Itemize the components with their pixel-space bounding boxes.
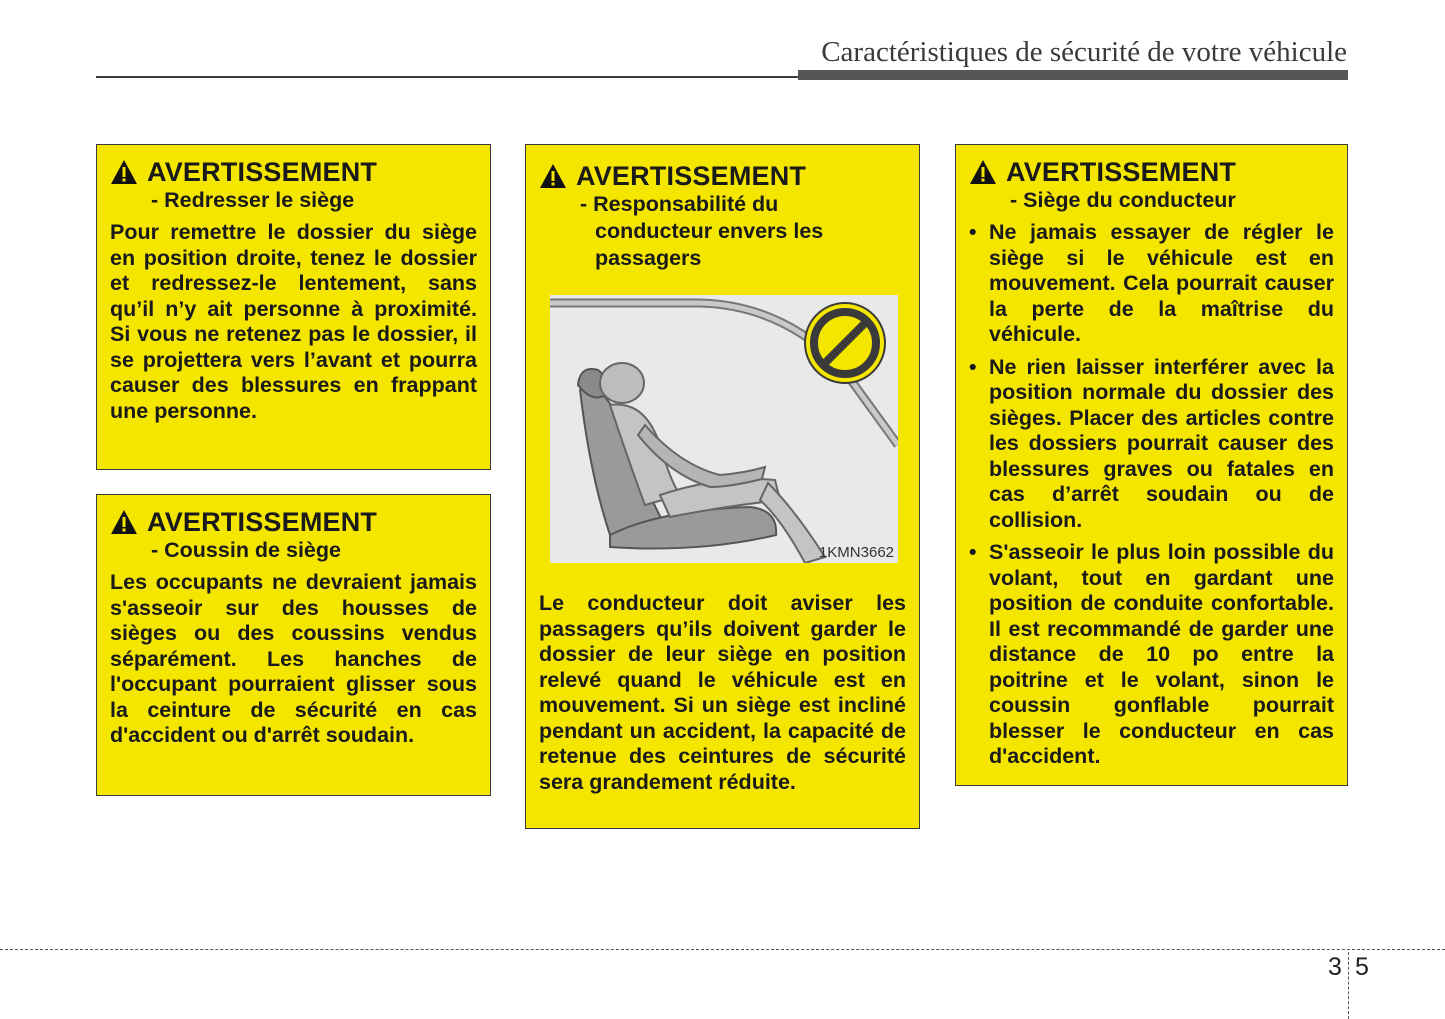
warning-subtitle: - Redresser le siège: [151, 188, 355, 212]
warning-box-cushion: [96, 494, 491, 796]
warning-heading: [539, 161, 906, 191]
footer-divider: [1348, 952, 1349, 1019]
warning-subtitle-line: - Responsabilité du: [580, 192, 779, 216]
warning-body: Pour remettre le dossier du siège en position droite, tenez le dossier et redressez-le lentement, sans qu’il n’y ait personne à proximité. Si vous ne retenez pas le dossier, il se projettera vers l’avant et pourra causer des blessures en frappant une personne.: [110, 220, 477, 423]
list-item-text: Ne rien laisser interférer avec la position normale du dossier des sièges. Placer des articles contre les dossiers pourrait causer des blessures graves ou fatales en cas d’arrêt soudain ou de collision.: [989, 354, 1334, 532]
reclined-seat-illustration: [550, 295, 898, 563]
warning-subtitle: [580, 191, 906, 272]
warning-heading-text: AVERTISSEMENT: [147, 507, 378, 537]
reclined-passenger-drawing: [550, 295, 898, 563]
warning-box-driver-seat: [955, 144, 1348, 786]
warning-heading-text: AVERTISSEMENT: [1006, 157, 1237, 187]
footer-rule: [0, 949, 1445, 950]
warning-subtitle: - Siège du conducteur: [1010, 188, 1236, 212]
warning-triangle-icon: [110, 509, 138, 535]
warning-heading: [110, 157, 477, 187]
warning-subtitle-line: passagers: [595, 246, 702, 270]
list-item: [969, 220, 1334, 348]
bullet-glyph: •: [969, 354, 977, 379]
chapter-number: 3: [1328, 953, 1342, 981]
warning-box-passenger-responsibility: [525, 144, 920, 829]
page-number: 5: [1355, 953, 1369, 981]
warning-triangle-icon: [110, 159, 138, 185]
page-header-title: Caractéristiques de sécurité de votre véhicule: [821, 36, 1347, 68]
warning-heading: [969, 157, 1334, 187]
bullet-glyph: •: [969, 220, 977, 244]
list-item: [969, 355, 1334, 534]
list-item: [969, 540, 1334, 770]
list-item-text: S'asseoir le plus loin possible du volant, tout en gardant une position de conduite confortable. Il est recommandé de garder une distance de 10 po entre la poitrine et le volant, sinon le coussin gonflable pourrait blesser le conducteur en cas d'accident.: [989, 540, 1334, 768]
warning-triangle-icon: [539, 163, 567, 189]
bullet-glyph: •: [969, 540, 977, 564]
warning-subtitle: - Coussin de siège: [151, 538, 341, 562]
warning-triangle-icon: [969, 159, 997, 185]
warning-body: Le conducteur doit aviser les passagers qu’ils doivent garder le dossier de leur siège en position relevé quand le véhicule est en mouvement. Si un siège est incliné pendant un accident, la capacité de retenue des ceintures de sécurité sera grandement réduite.: [539, 591, 906, 794]
warning-subtitle-line: conducteur envers les: [595, 219, 824, 243]
warning-heading: [110, 507, 477, 537]
warning-body: Les occupants ne devraient jamais s'asseoir sur des housses de sièges ou des coussins vendus séparément. Les hanches de l'occupant pourraient glisser sous la ceinture de sécurité en cas d'accident ou d'arrêt soudain.: [110, 570, 477, 747]
warning-heading-text: AVERTISSEMENT: [576, 161, 807, 191]
header-rule-accent: [798, 70, 1348, 80]
warning-box-recline: [96, 144, 491, 470]
warning-heading-text: AVERTISSEMENT: [147, 157, 378, 187]
warning-bullet-list: [969, 220, 1334, 770]
list-item-text: Ne jamais essayer de régler le siège si le véhicule est en mouvement. Cela pourrait causer la perte de la maîtrise du véhicule.: [989, 220, 1334, 346]
figure-code: 1KMN3662: [818, 544, 894, 561]
